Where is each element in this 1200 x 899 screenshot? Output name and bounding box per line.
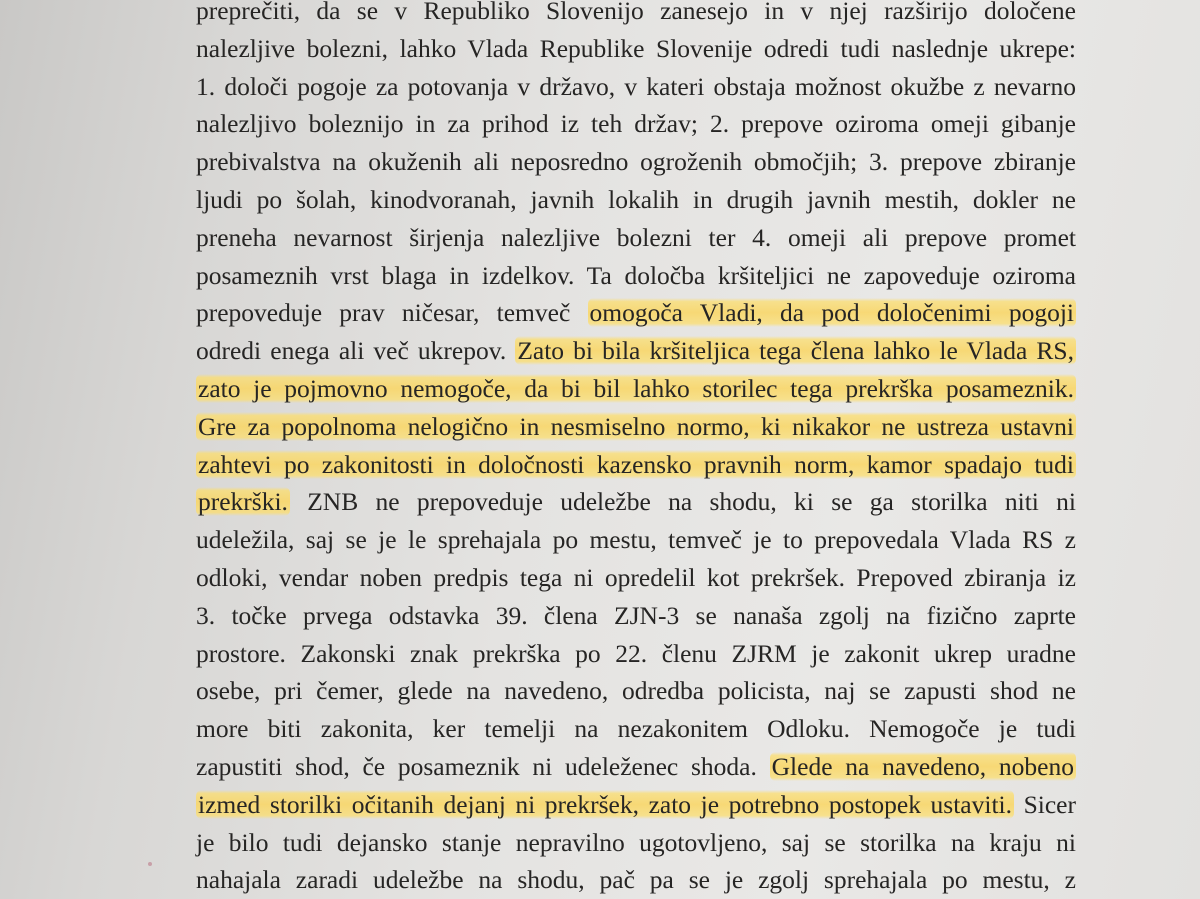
text-line: osebe, pri čemer, glede na navedeno, odredba policista, naj se zapusti shod ne <box>196 676 1076 706</box>
text-line: nalezljivo boleznijo in za prihod iz teh držav; 2. prepove oziroma omeji gibanje <box>196 109 1076 139</box>
text-line: nalezljive bolezni, lahko Vlada Republike Slovenije odredi tudi naslednje ukrepe: <box>196 33 1076 63</box>
text-line <box>196 446 1076 484</box>
text-line: nahajala zaradi udeležbe na shodu, pač pa se je zgolj sprehajala po mestu, z <box>196 865 1076 895</box>
text-line: odloki, vendar noben predpis tega ni opredelil kot prekršek. Prepoved zbiranja iz <box>196 562 1076 592</box>
text-line: posameznih vrst blaga in izdelkov. Ta določba kršiteljici ne zapoveduje oziroma <box>196 260 1076 290</box>
text-line: more biti zakonita, ker temelji na nezakonitem Odloku. Nemogoče je tudi <box>196 714 1076 744</box>
text-line <box>196 786 1076 824</box>
text-line: je bilo tudi dejansko stanje nepravilno ugotovljeno, saj se storilka na kraju ni <box>196 827 1076 857</box>
ink-speck <box>148 862 152 866</box>
highlighted-text: omogoča Vladi, da pod določenimi pogoji <box>589 298 1074 328</box>
text-segment: Sicer <box>1014 789 1076 819</box>
highlighted-text: izmed storilki očitanih dejanj ni prekršek, zato je potrebno postopek ustaviti. <box>198 789 1012 819</box>
text-line: preneha nevarnost širjenja nalezljive bolezni ter 4. omeji ali prepove promet <box>196 222 1076 252</box>
text-segment: ZNB ne prepoveduje udeležbe na shodu, ki se ga storilka niti ni <box>289 487 1076 517</box>
text-line: ljudi po šolah, kinodvoranah, javnih lokalih in drugih javnih mestih, dokler ne <box>196 184 1076 214</box>
text-line: 1. določi pogoje za potovanja v državo, v kateri obstaja možnost okužbe z nevarno <box>196 71 1076 101</box>
text-line: prostore. Zakonski znak prekrška po 22. členu ZJRM je zakonit ukrep uradne <box>196 638 1076 668</box>
text-line: udeležila, saj se je le sprehajala po mestu, temveč je to prepovedala Vlada RS z <box>196 525 1076 555</box>
highlighted-text: prekrški. <box>198 487 288 517</box>
highlighted-text: zato je pojmovno nemogoče, da bi bil lahko storilec tega prekrška posameznik. <box>198 373 1074 403</box>
text-segment: zapustiti shod, če posameznik ni udeleženec shoda. <box>196 751 770 781</box>
text-segment: prepoveduje prav ničesar, temveč <box>196 298 588 328</box>
highlighted-text: Zato bi bila kršiteljica tega člena lahko le Vlada RS, <box>517 336 1074 366</box>
highlighted-text: Gre za popolnoma nelogično in nesmiselno normo, ki nikakor ne ustreza ustavni <box>198 411 1074 441</box>
document-body <box>196 0 1076 899</box>
text-line <box>196 748 1076 786</box>
text-line: 3. točke prvega odstavka 39. člena ZJN-3 se nanaša zgolj na fizično zaprte <box>196 600 1076 630</box>
text-line <box>196 294 1076 332</box>
text-segment: odredi enega ali več ukrepov. <box>196 336 516 366</box>
highlighted-text: zahtevi po zakonitosti in določnosti kazensko pravnih norm, kamor spadajo tudi <box>198 449 1074 479</box>
text-line <box>196 370 1076 408</box>
highlighted-text: Glede na navedeno, nobeno <box>771 751 1074 781</box>
text-line: prebivalstva na okuženih ali neposredno ogroženih območjih; 3. prepove zbiranje <box>196 147 1076 177</box>
text-line <box>196 408 1076 446</box>
text-line: preprečiti, da se v Republiko Slovenijo zanesejo in v njej razširijo določene <box>196 0 1076 25</box>
text-line <box>196 483 1076 521</box>
text-line <box>196 332 1076 370</box>
